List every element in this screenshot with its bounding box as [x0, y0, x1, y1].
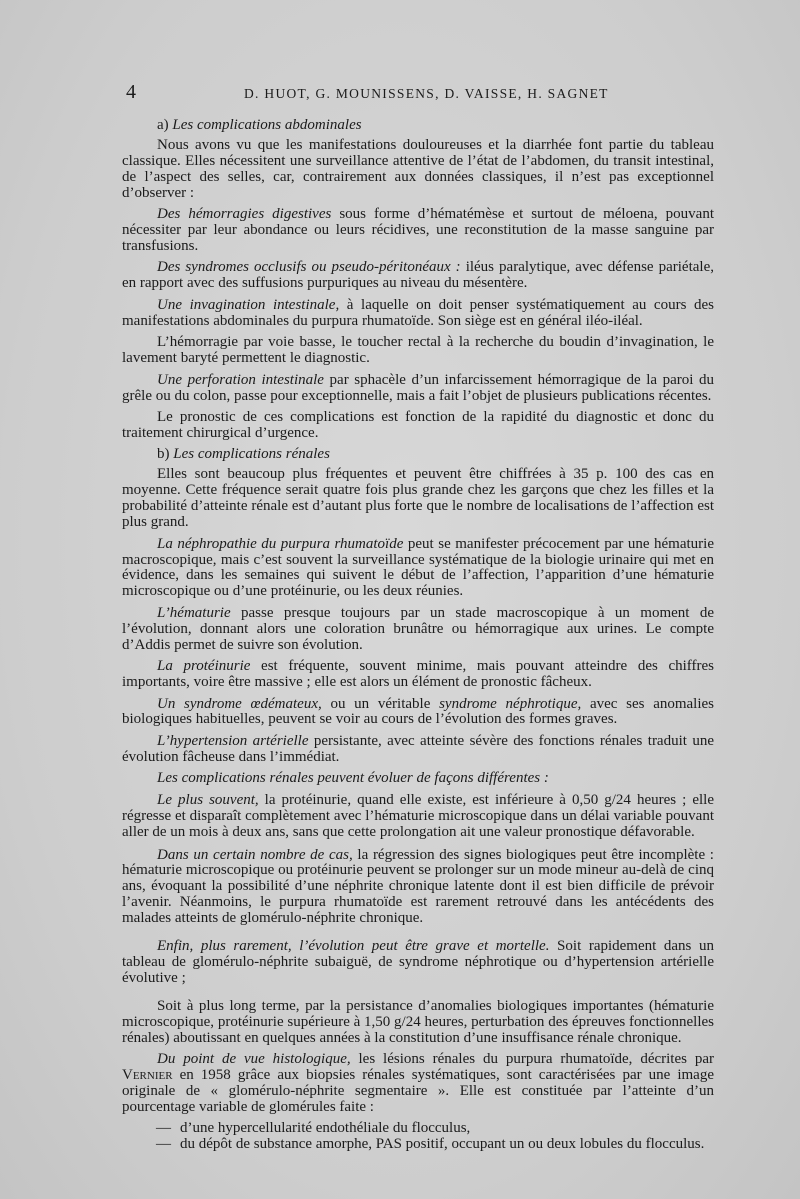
list-item — [122, 1137, 714, 1153]
list-item-text: du dépôt de substance amorphe, PAS positif, occupant un ou deux lobules du flocculus. — [180, 1136, 705, 1153]
text-hematurie: passe presque toujours par un stade macroscopique à un moment de l’évolution, donnant alors une coloration brunâtre ou hémorragique aux urines. Le compte d’Addis permet de suivre son évolution. — [122, 604, 714, 653]
paragraph-invagination — [122, 298, 714, 330]
running-head-authors: D. HUOT, G. MOUNISSENS, D. VAISSE, H. SAGNET — [244, 86, 609, 101]
section-b-intro: Elles sont beaucoup plus fréquentes et peuvent être chiffrées à 35 p. 100 des cas en moyenne. Cette fréquence serait quatre fois plus grande chez les garçons que chez les filles et la probabilité d’atteinte rénale est d’autant plus forte que le nombre de localisations de l’affection est plus grand. — [122, 466, 714, 531]
section-a-marker: a) — [157, 117, 169, 133]
paragraph-histologique — [122, 1052, 714, 1116]
paragraph-long-terme: Soit à plus long terme, par la persistance d’anomalies biologiques importantes (hématurie microscopique, protéinurie supérieure à 1,50 g/24 heures, perturbation des épreuves fonctionnelles rénales) aboutissant en quelques années à la constitution d’une insuffisance rénale chronique. — [122, 997, 714, 1046]
lead-occlusifs: Des syndromes occlusifs ou pseudo-péritonéaux : — [157, 259, 461, 276]
lead-invagination: Une invagination intestinale, — [157, 296, 340, 313]
paragraph-occlusifs — [122, 260, 714, 292]
lead-nephropathie: La néphropathie du purpura rhumatoïde — [157, 535, 404, 552]
paragraph-evolution-heading: Les complications rénales peuvent évoluer de façons différentes : — [157, 770, 549, 787]
list-item-text: d’une hypercellularité endothéliale du flocculus, — [180, 1120, 471, 1137]
text-histologique-2: en 1958 grâce aux biopsies rénales systématiques, sont caractérisées par une image originale de « glomérulo-néphrite segmentaire ». Elle est constituée par l’atteinte d’un pourcentage variable de glomérules faite : — [122, 1067, 714, 1115]
paragraph-hypertension — [122, 734, 714, 766]
text-hypertension: persistante, avec atteinte sévère des fonctions rénales traduit une évolution fâcheuse dans l’immédiat. — [122, 732, 714, 765]
section-b-marker: b) — [157, 446, 170, 463]
lead-oedemateux: Un syndrome œdémateux, — [157, 695, 322, 712]
text-invagination: à laquelle on doit penser systématiquement au cours des manifestations abdominales du purpura rhumatoïde. Son siège est en général iléo-iléal. — [122, 296, 714, 329]
page-number: 4 — [126, 81, 136, 103]
paragraph-oedemateux — [122, 697, 714, 729]
paragraph-pronostic: Le pronostic de ces complications est fonction de la rapidité du diagnostic et donc du traitement chirurgical d’urgence. — [122, 409, 714, 441]
text-histologique-1: les lésions rénales du purpura rhumatoïde, décrites par — [350, 1051, 715, 1068]
list-dash: — — [156, 1120, 171, 1137]
text-certain-nombre: la régression des signes biologiques peut être incomplète : hématurie microscopique ou protéinurie peuvent se prolonger sur un mode mineur au-delà de cinq ans, évoquant la possibilité d’une néphrite chronique latente dont il est bien difficile de prévoir l’avenir. Néanmoins, le purpura rhumatoïde est rarement retrouvé dans les antécédents des malades atteints de glomérulo-néphrite chronique. — [122, 846, 714, 927]
text-nephropathie: peut se manifester précocement par une hématurie macroscopique, mais c’est souvent la surveillance systématique de la biologie urinaire qui met en évidence, dans les semaines qui suivent le début de l’affection, l’apparition d’une hématurie microscopique ou d’une protéinurie, ou les deux réunies. — [122, 535, 714, 600]
section-a-intro: Nous avons vu que les manifestations douloureuses et la diarrhée font partie du tableau classique. Elles nécessitent une surveillance attentive de l’état de l’abdomen, du transit intestinal, de l’aspect des selles, car, contrairement aux données classiques, il n’est pas exceptionnel d’observer : — [122, 136, 714, 201]
text-hemorragies: sous forme d’hématémèse et surtout de méloena, pouvant nécessiter par leur abondance ou leurs récidives, une reconstitution de la masse sanguine par transfusions. — [122, 206, 714, 254]
text-enfin: Soit rapidement dans un tableau de glomérulo-néphrite subaiguë, de syndrome néphrotique ou d’hypertension artérielle évolutive ; — [122, 938, 714, 986]
paragraph-hemorragies — [122, 207, 714, 255]
section-a-heading — [122, 118, 714, 134]
lead-enfin: Enfin, plus rarement, l’évolution peut être grave et mortelle. — [157, 938, 550, 955]
lead-proteinurie: La protéinurie — [157, 658, 251, 675]
section-a-title: Les complications abdominales — [172, 117, 362, 133]
paragraph-certain-nombre — [122, 848, 714, 928]
text-oedemateux-mid: ou un véritable — [321, 695, 440, 712]
text-proteinurie: est fréquente, souvent minime, mais pouvant atteindre des chiffres importants, voire être massive ; elle est alors un élément de pronostic fâcheux. — [122, 658, 714, 691]
paragraph-plus-souvent — [122, 793, 714, 841]
text-plus-souvent: la protéinurie, quand elle existe, est inférieure à 0,50 g/24 heures ; elle régresse et disparaît complètement avec l’hématurie microscopique dans un délai variable pouvant aller de un mois à deux ans, sans que cette prolongation ait une valeur pronostique défavorable. — [122, 791, 714, 840]
paragraph-nephropathie — [122, 537, 714, 601]
lead-hemorragies: Des hémorragies digestives — [157, 206, 332, 223]
text-oedemateux: avec ses anomalies biologiques habituelles, peuvent se voir au cours de l’évolution des formes graves. — [122, 695, 715, 728]
article-body — [122, 118, 714, 1153]
paragraph-hematurie — [122, 606, 714, 654]
section-b-title: Les complications rénales — [173, 446, 330, 463]
paragraph-enfin — [122, 939, 714, 987]
text-perforation: par sphacèle d’un infarcissement hémorragique de la paroi du grêle ou du colon, passe pour exceptionnelle, mais a fait l’objet de plusieurs publications récentes. — [122, 371, 714, 404]
lead-hematurie: L’hématurie — [157, 604, 231, 621]
list-dash: — — [156, 1136, 171, 1153]
em-nephrotique: syndrome néphrotique, — [439, 695, 582, 712]
lesion-list — [122, 1121, 714, 1153]
lead-plus-souvent: Le plus souvent, — [157, 791, 259, 808]
page-header — [122, 81, 712, 108]
text-occlusifs: iléus paralytique, avec défense pariétale, en rapport avec des suffusions purpuriques au niveau du mésentère. — [122, 259, 714, 292]
list-item — [122, 1121, 714, 1137]
paragraph-proteinurie — [122, 659, 714, 691]
paragraph-invagination-diagnostic: L’hémorragie par voie basse, le toucher rectal à la recherche du boudin d’invagination, le lavement baryté permettent le diagnostic. — [122, 334, 714, 367]
lead-perforation: Une perforation intestinale — [157, 371, 324, 388]
section-b-heading — [122, 447, 714, 463]
lead-histologique: Du point de vue histologique, — [157, 1051, 351, 1068]
lead-certain-nombre: Dans un certain nombre de cas, — [157, 846, 353, 863]
lead-hypertension: L’hypertension artérielle — [157, 732, 309, 749]
author-vernier: Vernier — [122, 1067, 173, 1084]
paragraph-perforation — [122, 373, 714, 405]
